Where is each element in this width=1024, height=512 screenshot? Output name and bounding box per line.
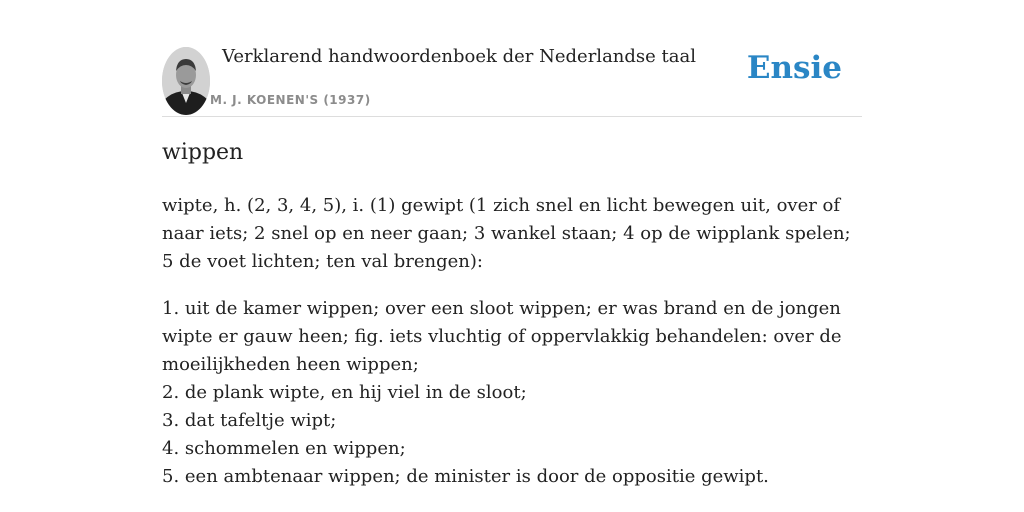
example-item: 3. dat tafeltje wipt; xyxy=(162,410,337,431)
example-item: 1. uit de kamer wippen; over een sloot wippen; er was brand en de jongen wipte er gauw heen; fig. iets vluchtig of oppervlakkig behandelen: over de moeilijkheden heen wippen; xyxy=(162,298,842,375)
page xyxy=(162,0,862,512)
book-author: M. J. KOENEN'S (1937) xyxy=(210,93,371,107)
headword: wippen xyxy=(162,140,244,165)
example-item: 5. een ambtenaar wippen; de minister is door de oppositie gewipt. xyxy=(162,466,769,487)
header xyxy=(162,0,862,117)
example-item: 2. de plank wipte, en hij viel in de sloot; xyxy=(162,382,527,403)
definition: wipte, h. (2, 3, 4, 5), i. (1) gewipt (1 zich snel en licht bewegen uit, over of naar iets; 2 snel op en neer gaan; 3 wankel staan; 4 op de wipplank spelen; 5 de voet lichten; ten val brengen): xyxy=(162,195,851,272)
book-title: Verklarend handwoordenboek der Nederlandse taal xyxy=(222,46,696,67)
author-portrait xyxy=(162,47,210,115)
example-item: 4. schommelen en wippen; xyxy=(162,438,406,459)
portrait-image xyxy=(162,47,210,115)
brand-logo-link[interactable]: Ensie xyxy=(746,50,842,86)
examples-list xyxy=(162,295,867,491)
